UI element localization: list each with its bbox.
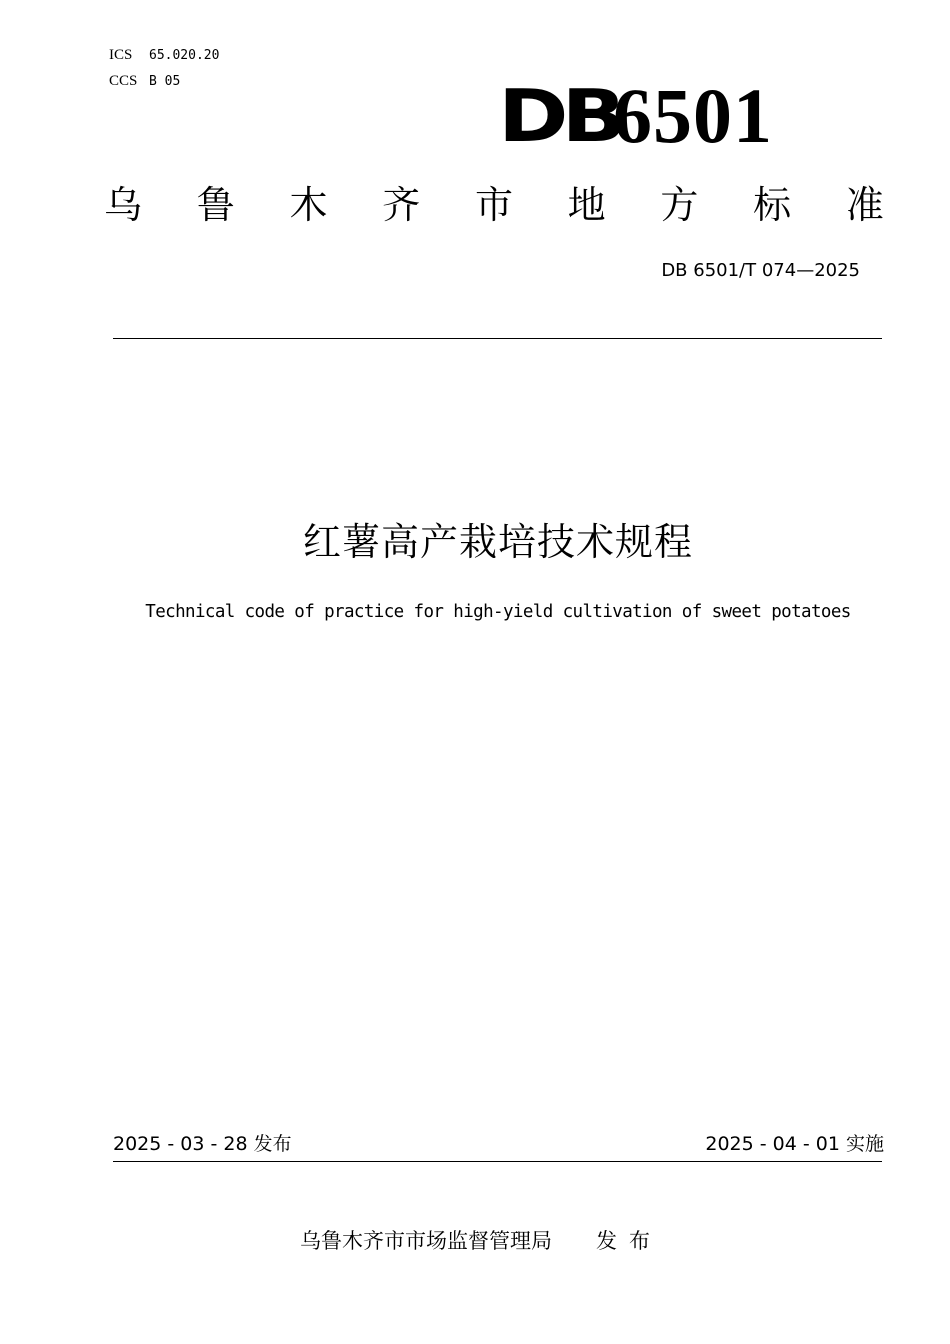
issue-date: 2025 - 03 - 28 发布 bbox=[113, 1133, 292, 1155]
publisher-line bbox=[300, 1226, 662, 1256]
publisher-action: 发布 bbox=[596, 1229, 662, 1253]
ics-classification bbox=[109, 47, 219, 64]
logo-prefix: DB bbox=[498, 74, 620, 158]
standard-type-char: 木 bbox=[289, 183, 328, 227]
footer-divider bbox=[113, 1161, 882, 1162]
implementation-date: 2025 - 04 - 01 实施 bbox=[705, 1133, 884, 1155]
db-standard-logo bbox=[498, 72, 808, 159]
standard-type-char: 地 bbox=[567, 183, 606, 227]
publisher-organization: 乌鲁木齐市市场监督管理局 bbox=[300, 1229, 552, 1253]
standard-type-heading bbox=[104, 180, 884, 230]
header-divider bbox=[113, 338, 882, 339]
standard-number: DB 6501/T 074—2025 bbox=[661, 260, 860, 281]
standard-type-char: 方 bbox=[660, 183, 699, 227]
ccs-label: CCS bbox=[109, 73, 138, 89]
ics-value: 65.020.20 bbox=[149, 48, 220, 63]
document-title-chinese: 红薯高产栽培技术规程 bbox=[302, 520, 693, 564]
standard-type-char: 乌 bbox=[104, 183, 143, 227]
ccs-classification bbox=[109, 73, 180, 90]
standard-type-char: 标 bbox=[753, 183, 792, 227]
ccs-value: B 05 bbox=[149, 74, 181, 89]
ics-label: ICS bbox=[109, 47, 133, 63]
standard-type-char: 准 bbox=[845, 183, 884, 227]
standard-type-char: 市 bbox=[474, 183, 513, 227]
logo-code: 6501 bbox=[613, 72, 773, 159]
document-title-english: Technical code of practice for high-yield cultivation of sweet potatoes bbox=[145, 602, 851, 622]
standard-type-char: 鲁 bbox=[196, 183, 235, 227]
standard-type-char: 齐 bbox=[382, 183, 421, 227]
